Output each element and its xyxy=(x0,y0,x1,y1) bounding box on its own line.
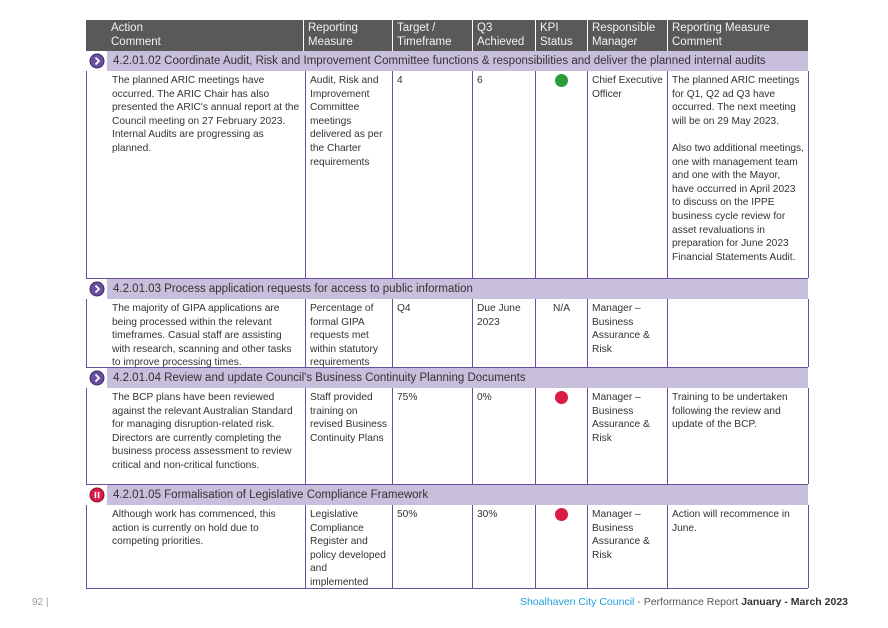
table-row xyxy=(86,505,808,589)
action-comment-cell: The majority of GIPA applications are being processed within the relevant timeframes. Casual staff are assisting with research, scanning and other tasks to improve processing times. xyxy=(87,299,306,367)
footer-separator: - xyxy=(634,596,644,608)
section-title: 4.2.01.02 Coordinate Audit, Risk and Improvement Committee functions & responsibilities and deliver the planned internal audits xyxy=(113,55,766,67)
kpi-status-cell xyxy=(536,388,588,484)
header-target-timeframe: Target / Timeframe xyxy=(392,20,472,51)
chevron-right-icon xyxy=(86,368,107,388)
report-footer xyxy=(520,596,848,608)
achieved-cell: 30% xyxy=(473,505,536,588)
target-cell: 75% xyxy=(393,388,473,484)
measure-comment-cell xyxy=(668,299,809,367)
status-indicator-red xyxy=(555,391,568,404)
header-reporting-measure-comment: Reporting Measure Comment xyxy=(667,20,808,51)
chevron-right-icon xyxy=(86,279,107,299)
footer-period: January - March 2023 xyxy=(741,596,848,608)
target-cell: Q4 xyxy=(393,299,473,367)
pause-icon xyxy=(86,485,107,505)
kpi-status-cell xyxy=(536,71,588,278)
achieved-cell: 0% xyxy=(473,388,536,484)
action-comment-cell: The BCP plans have been reviewed against the relevant Australian Standard for managing disruption-related risk. Directors are currently completing the business process assessment to review critical and non-critical functions. xyxy=(87,388,306,484)
manager-cell: Manager – Business Assurance & Risk xyxy=(588,505,668,588)
header-reporting-measure: Reporting Measure xyxy=(303,20,392,51)
manager-cell: Manager – Business Assurance & Risk xyxy=(588,388,668,484)
table-header xyxy=(86,20,808,51)
reporting-measure-cell: Audit, Risk and Improvement Committee meetings delivered as per the Charter requirements xyxy=(306,71,393,278)
measure-comment-cell: The planned ARIC meetings for Q1, Q2 ad Q3 have occurred. The next meeting will be on 29 May 2023. Also two additional meetings, one with management team and one with the Mayor, have occurred in April 2023 to discuss on the IPPE business cycle review for asset revaluations in preparation for June 2023 Financial Statements Audit. xyxy=(668,71,809,278)
section-title: 4.2.01.05 Formalisation of Legislative Compliance Framework xyxy=(113,489,429,501)
action-comment-cell: The planned ARIC meetings have occurred. The ARIC Chair has also presented the ARIC's annual report at the Council meeting on 27 February 2023. Internal Audits are progressing as planned. xyxy=(87,71,306,278)
section-title: 4.2.01.04 Review and update Council's Business Continuity Planning Documents xyxy=(113,372,526,384)
header-kpi-status: KPI Status xyxy=(535,20,587,51)
section-header xyxy=(86,51,808,71)
section-header xyxy=(86,485,808,505)
section-header xyxy=(86,279,808,299)
header-action-comment: Action Comment xyxy=(111,22,161,48)
table-row xyxy=(86,71,808,279)
status-indicator-green xyxy=(555,74,568,87)
footer-report: Performance Report xyxy=(643,596,742,608)
target-cell: 4 xyxy=(393,71,473,278)
status-indicator-red xyxy=(555,508,568,521)
reporting-measure-cell: Percentage of formal GIPA requests met within statutory requirements xyxy=(306,299,393,367)
section-title: 4.2.01.03 Process application requests for access to public information xyxy=(113,283,473,295)
measure-comment-cell: Action will recommence in June. xyxy=(668,505,809,588)
header-responsible-manager: Responsible Manager xyxy=(587,20,667,51)
target-cell: 50% xyxy=(393,505,473,588)
manager-cell: Manager – Business Assurance & Risk xyxy=(588,299,668,367)
action-comment-cell: Although work has commenced, this action is currently on hold due to competing priorities. xyxy=(87,505,306,588)
reporting-measure-cell: Legislative Compliance Register and policy developed and implemented xyxy=(306,505,393,588)
achieved-cell: 6 xyxy=(473,71,536,278)
kpi-status-cell: N/A xyxy=(536,299,588,367)
footer-org: Shoalhaven City Council xyxy=(519,596,635,608)
achieved-cell: Due June 2023 xyxy=(473,299,536,367)
section-header xyxy=(86,368,808,388)
table-row xyxy=(86,388,808,485)
performance-table xyxy=(86,20,808,589)
chevron-right-icon xyxy=(86,51,107,71)
measure-comment-cell: Training to be undertaken following the review and update of the BCP. xyxy=(668,388,809,484)
manager-cell: Chief Executive Officer xyxy=(588,71,668,278)
table-row xyxy=(86,299,808,368)
reporting-measure-cell: Staff provided training on revised Business Continuity Plans xyxy=(306,388,393,484)
header-q3-achieved: Q3 Achieved xyxy=(472,20,535,51)
kpi-status-cell xyxy=(536,505,588,588)
page-number: 92 | xyxy=(32,597,49,608)
